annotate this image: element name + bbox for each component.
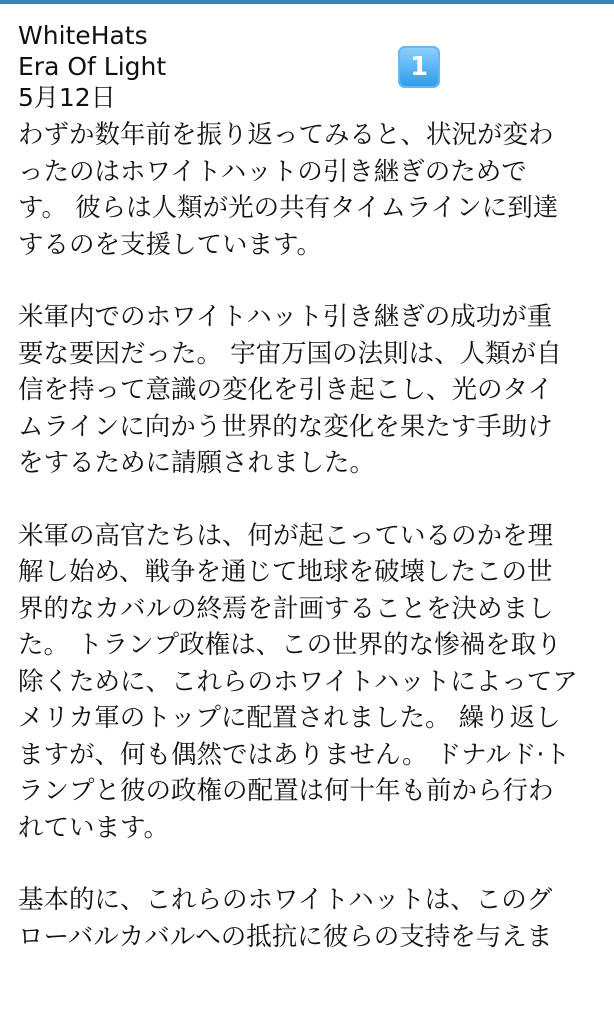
post-author: WhiteHats bbox=[18, 21, 148, 50]
paragraph-4: 基本的に、これらのホワイトハットは、このグ ローバルカバルへの抵抗に彼らの支持を与えま bbox=[18, 885, 553, 952]
keycap-digit: 1 bbox=[409, 52, 429, 82]
top-accent-bar bbox=[0, 0, 614, 4]
paragraph-3: 米軍の高官たちは、何が起こっているのかを理 解し始め、戦争を通じて地球を破壊したこの世 界的なカバルの終焉を計画することを決めまし た。 トランプ政権は、この世界的な惨禍を取り 除くために、これらのホワイトハットによってア メリカ軍のトップに配置されました。 繰り返し ますが、何も偶然ではありません。 ドナルド·ト ランプと彼の政権の配置は何十年も前から行わ れています。 bbox=[18, 520, 578, 843]
post-source: Era Of Light bbox=[18, 52, 167, 81]
paragraph-1: わずか数年前を振り返ってみると、状況が変わ ったのはホワイトハットの引き継ぎのためで す。 彼らは人類が光の共有タイムラインに到達 するのを支援しています。 bbox=[18, 120, 559, 260]
paragraph-2: 米軍内でのホワイトハット引き継ぎの成功が重 要な要因だった。 宇宙万国の法則は、人類が自 信を持って意識の変化を引き起こし、光のタイ ムラインに向かう世界的な変化を果たす手助け をするために請願されました。 bbox=[18, 302, 562, 478]
post-date: 5月12日 bbox=[18, 83, 116, 112]
post-content bbox=[18, 20, 608, 955]
